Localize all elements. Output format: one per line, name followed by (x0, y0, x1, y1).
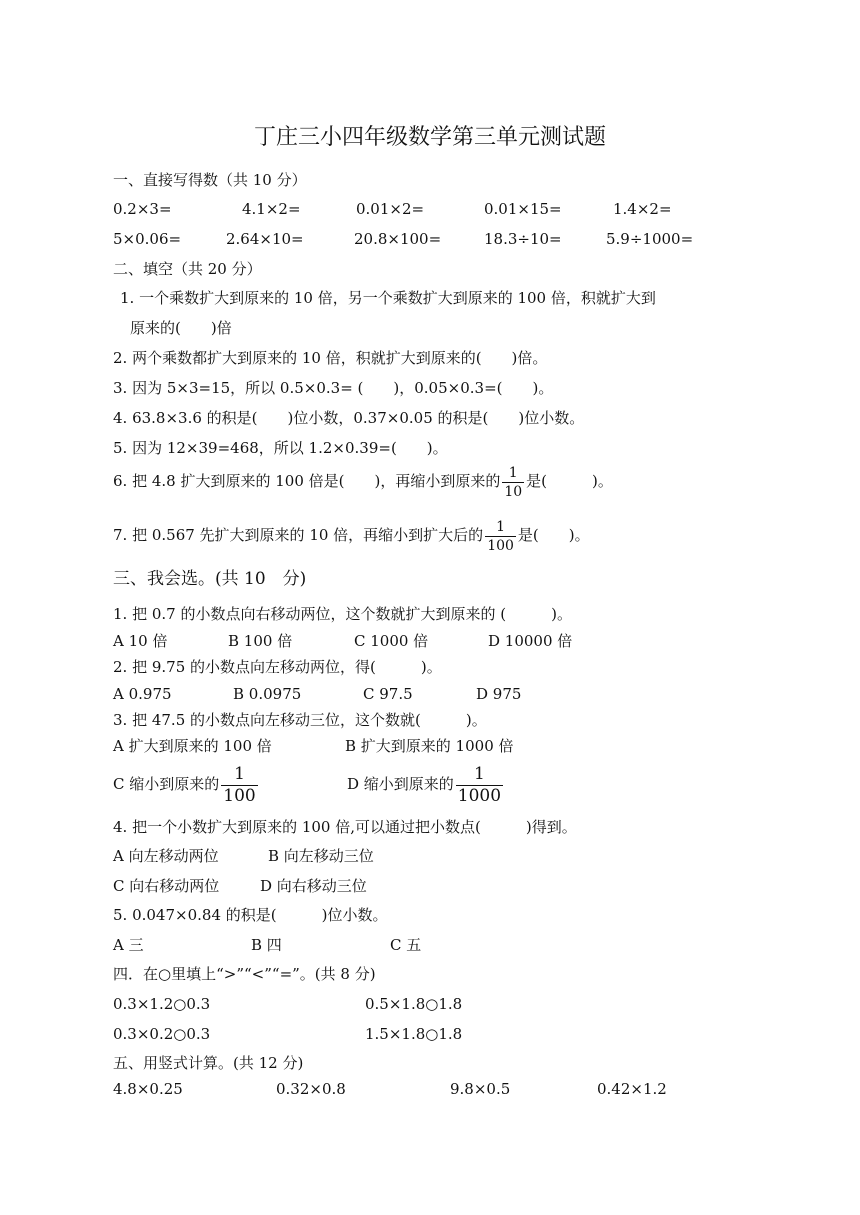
s3-q5-option: B 四 (251, 936, 282, 954)
s3-q2-option: C 97.5 (363, 685, 413, 703)
fraction-numerator: 1 (496, 518, 506, 535)
s4-item: 0.3×1.2○0.3 (113, 995, 211, 1013)
s3-q4-option-a: A 向左移动两位 (113, 847, 219, 865)
s3-question-2: 2. 把 9.75 的小数点向左移动两位，得( )。 (113, 658, 442, 676)
s3-q1-option: A 10 倍 (113, 632, 168, 650)
s2-question-5: 5. 因为 12×39=468，所以 1.2×0.39=( )。 (113, 439, 448, 457)
s2-q7-text-end: 是( )。 (517, 526, 590, 544)
s3-q2-option: B 0.0975 (233, 685, 302, 703)
section-1-heading: 一、直接写得数（共 10 分） (113, 171, 307, 189)
s2-q6-text-end: 是( )。 (526, 472, 613, 490)
s1-item: 2.64×10= (226, 230, 304, 248)
s3-q3-option-d-text: D 缩小到原来的 (347, 775, 454, 793)
s5-item: 4.8×0.25 (113, 1080, 183, 1098)
s2-question-4: 4. 63.8×3.6 的积是( )位小数，0.37×0.05 的积是( )位小数。 (113, 409, 585, 427)
s2-q7-text: 7. 把 0.567 先扩大到原来的 10 倍，再缩小到扩大后的 (113, 526, 484, 544)
s2-q6-text: 6. 把 4.8 扩大到原来的 100 倍是( )，再缩小到原来的 (113, 472, 501, 490)
fraction (456, 763, 503, 806)
fraction-numerator: 1 (508, 464, 518, 481)
s1-item: 1.4×2= (613, 200, 672, 218)
s3-q5-option: C 五 (390, 936, 422, 954)
s1-item: 0.01×2= (356, 200, 425, 218)
s3-q1-option: B 100 倍 (228, 632, 293, 650)
section-2-heading: 二、填空（共 20 分） (113, 260, 262, 278)
s2-question-3: 3. 因为 5×3=15，所以 0.5×0.3= ( )，0.05×0.3=( )。 (113, 379, 554, 397)
s3-question-4: 4. 把一个小数扩大到原来的 100 倍,可以通过把小数点( )得到。 (113, 818, 577, 836)
s3-q1-option: C 1000 倍 (354, 632, 429, 650)
section-4-heading: 四．在○里填上“>”“<”“=”。(共 8 分) (113, 965, 376, 983)
s3-q3-option-a: A 扩大到原来的 100 倍 (113, 737, 272, 755)
fraction (221, 763, 257, 806)
fraction (485, 520, 516, 553)
s1-item: 20.8×100= (354, 230, 442, 248)
fraction-numerator: 1 (234, 763, 245, 784)
s1-item: 0.2×3= (113, 200, 172, 218)
s1-item: 4.1×2= (242, 200, 301, 218)
s3-q1-option: D 10000 倍 (488, 632, 573, 650)
s5-item: 0.42×1.2 (597, 1080, 667, 1098)
s1-item: 0.01×15= (484, 200, 562, 218)
s2-question-1-cont: 原来的( )倍 (130, 319, 232, 337)
s3-q4-option-c: C 向右移动两位 (113, 877, 220, 895)
s1-item: 5×0.06= (113, 230, 182, 248)
fraction (502, 466, 524, 499)
s3-question-3: 3. 把 47.5 的小数点向左移动三位，这个数就( )。 (113, 711, 487, 729)
s3-question-5: 5. 0.047×0.84 的积是( )位小数。 (113, 906, 388, 924)
s5-item: 0.32×0.8 (276, 1080, 346, 1098)
section-5-heading: 五、用竖式计算。(共 12 分) (113, 1054, 304, 1072)
s3-q5-option: A 三 (113, 936, 144, 954)
fraction-numerator: 1 (474, 763, 485, 784)
s3-q2-option: D 975 (476, 685, 522, 703)
fraction-denominator: 1000 (457, 785, 502, 806)
s1-item: 5.9÷1000= (606, 230, 694, 248)
s3-q3-option-b: B 扩大到原来的 1000 倍 (345, 737, 514, 755)
s4-item: 0.5×1.8○1.8 (365, 995, 463, 1013)
s4-item: 0.3×0.2○0.3 (113, 1025, 211, 1043)
s3-q2-option: A 0.975 (113, 685, 172, 703)
s3-q3-option-d (347, 758, 505, 810)
s3-q3-option-c-text: C 缩小到原来的 (113, 775, 220, 793)
s5-item: 9.8×0.5 (450, 1080, 511, 1098)
s1-item: 18.3÷10= (484, 230, 562, 248)
s2-question-6 (113, 458, 613, 504)
fraction-denominator: 100 (223, 785, 256, 806)
page-title: 丁庄三小四年级数学第三单元测试题 (253, 125, 606, 150)
s2-question-7 (113, 512, 590, 558)
s3-question-1: 1. 把 0.7 的小数点向右移动两位，这个数就扩大到原来的 ( )。 (113, 605, 572, 623)
section-3-heading: 三、我会选。(共 10 分) (113, 569, 307, 589)
s3-q3-option-c (113, 758, 260, 810)
s3-q4-option-b: B 向左移动三位 (268, 847, 374, 865)
s3-q4-option-d: D 向右移动三位 (260, 877, 367, 895)
s2-question-2: 2. 两个乘数都扩大到原来的 10 倍，积就扩大到原来的( )倍。 (113, 349, 548, 367)
fraction-denominator: 10 (504, 483, 523, 500)
s4-item: 1.5×1.8○1.8 (365, 1025, 463, 1043)
fraction-denominator: 100 (487, 537, 514, 554)
s2-question-1: 1. 一个乘数扩大到原来的 10 倍，另一个乘数扩大到原来的 100 倍，积就扩大到 (120, 289, 656, 307)
